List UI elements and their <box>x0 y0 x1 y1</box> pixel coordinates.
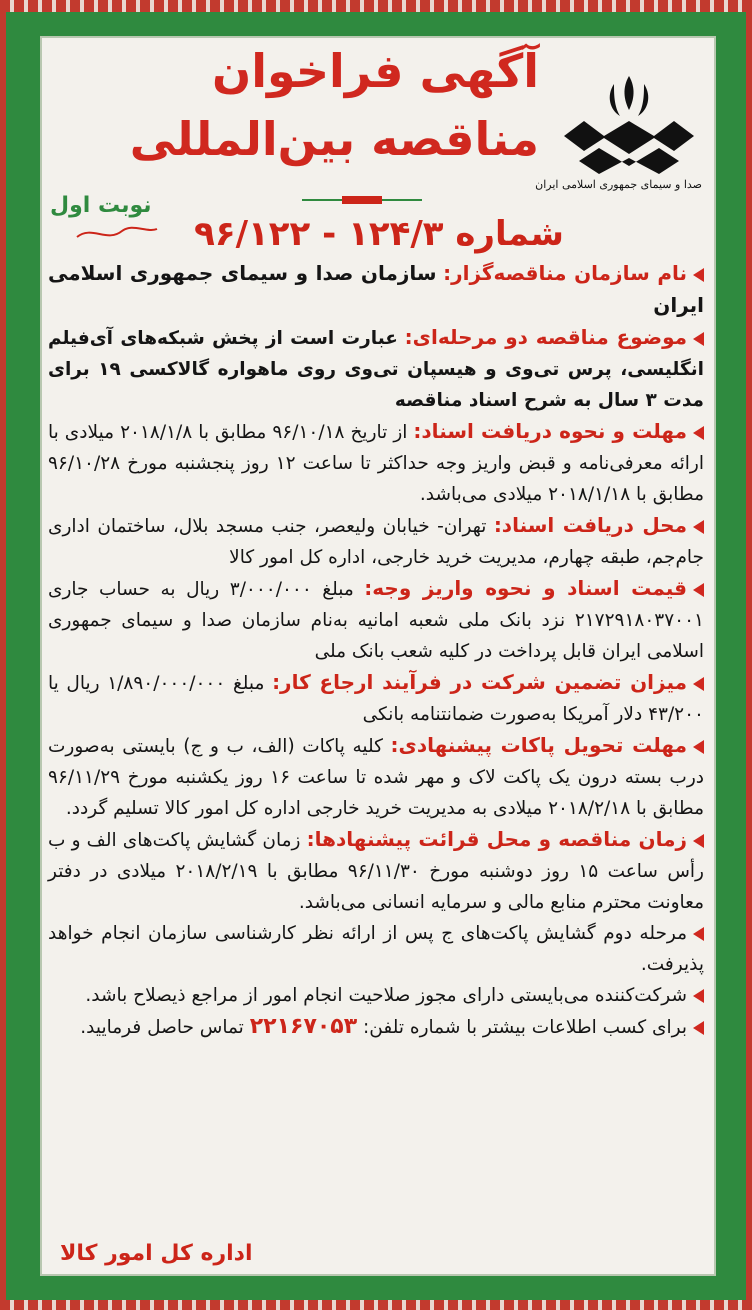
bullet-icon <box>693 834 704 848</box>
notice-body <box>42 258 714 1043</box>
deadline-text: از تاریخ ۹۶/۱۰/۱۸ مطابق با ۲۰۱۸/۱/۸ میلادی با ارائه معرفی‌نامه و قبض واریز وجه حداکثر تا ساعت ۱۲ روز پنجشنبه مورخ ۹۶/۱۰/۲۸ مطابق با ۲۰۱۸/۱/۱۸ میلادی می‌باشد. <box>48 422 704 505</box>
title-line-2: مناقصه بین‌المللی <box>129 112 539 166</box>
price-paragraph <box>48 573 704 667</box>
subject-label: موضوع مناقصه دو مرحله‌ای: <box>404 325 687 349</box>
bullet-icon <box>693 1021 704 1035</box>
guarantee-paragraph <box>48 667 704 730</box>
green-border <box>6 12 746 1300</box>
subject-paragraph <box>48 322 704 416</box>
deadline-label: مهلت و نحوه دریافت اسناد: <box>413 419 687 443</box>
location-paragraph <box>48 510 704 573</box>
price-label: قیمت اسناد و نحوه واریز وجه: <box>364 576 687 600</box>
org-paragraph <box>48 258 704 322</box>
delivery-label: مهلت تحویل پاکات پیشنهادی: <box>390 733 687 757</box>
bullet-icon <box>693 677 704 691</box>
notice-paper <box>40 36 716 1276</box>
ornament-icon <box>302 194 422 206</box>
signature: اداره کل امور کالا <box>60 1241 253 1266</box>
opening-paragraph <box>48 824 704 918</box>
note-2 <box>48 980 704 1011</box>
note-1-text: مرحله دوم گشایش پاکت‌های ج پس از ارائه نظر کارشناسی سازمان انجام خواهد پذیرفت. <box>48 923 704 975</box>
header <box>42 38 714 258</box>
bullet-icon <box>693 520 704 534</box>
irib-logo-icon <box>554 66 704 196</box>
bullet-icon <box>693 583 704 597</box>
org-label: نام سازمان مناقصه‌گزار: <box>443 261 688 285</box>
delivery-paragraph <box>48 730 704 824</box>
opening-text: زمان گشایش پاکت‌های الف و ب رأس ساعت ۱۵ روز دوشنبه مورخ ۹۶/۱۱/۳۰ مطابق با ۲۰۱۸/۲/۱۹ میلادی در دفتر معاونت محترم منابع مالی و سرمایه انسانی می‌باشد. <box>48 830 704 913</box>
logo-caption: صدا و سیمای جمهوری اسلامی ایران <box>535 178 702 191</box>
round-badge: نوبت اول <box>50 193 152 218</box>
price-text: مبلغ ۳/۰۰۰/۰۰۰ ریال به حساب جاری ۲۱۷۲۹۱۸۰۳۷۰۰۱ نزد بانک ملی شعبه امانیه به‌نام سازمان صدا و سیمای جمهوری اسلامی ایران قابل پرداخت در کلیه شعب بانک ملی <box>48 579 704 662</box>
bullet-icon <box>693 740 704 754</box>
bullet-icon <box>693 332 704 346</box>
subject-text: عبارت است از پخش شبکه‌های آی‌فیلم انگلیسی، پرس تی‌وی و هیسپان تی‌وی روی ماهواره گالاکسی ۱۹ برای مدت ۳ سال به شرح اسناد مناقصه <box>48 328 704 411</box>
contact-text: برای کسب اطلاعات بیشتر با شماره تلفن: <box>363 1017 687 1038</box>
contact-phone: ۲۲۱۶۷۰۵۳ <box>249 1014 358 1039</box>
bullet-icon <box>693 426 704 440</box>
note-1 <box>48 918 704 980</box>
bullet-icon <box>693 268 704 282</box>
delivery-text: کلیه پاکات (الف، ب و ج) بایستی به‌صورت درب بسته درون یک پاکت لاک و مهر شده تا ساعت ۱۶ روز یکشنبه مورخ ۹۶/۱۱/۲۹ مطابق با ۲۰۱۸/۲/۱۸ میلادی به مدیریت خرید خارجی اداره کل امور کالا تسلیم گردد. <box>48 736 704 819</box>
contact-suffix: تماس حاصل فرمایید. <box>80 1017 244 1038</box>
bullet-icon <box>693 927 704 941</box>
location-label: محل دریافت اسناد: <box>493 513 687 537</box>
note-2-text: شرکت‌کننده می‌بایستی دارای مجوز صلاحیت انجام امور از مراجع ذیصلاح باشد. <box>85 985 687 1006</box>
opening-label: زمان مناقصه و محل قرائت پیشنهادها: <box>306 827 687 851</box>
deadline-paragraph <box>48 416 704 510</box>
guarantee-label: میزان تضمین شرکت در فرآیند ارجاع کار: <box>272 670 687 694</box>
guarantee-text: مبلغ ۱/۸۹۰/۰۰۰/۰۰۰ ریال یا ۴۳/۲۰۰ دلار آمریکا به‌صورت ضمانتنامه بانکی <box>48 673 704 725</box>
title-line-1: آگهی فراخوان <box>212 44 539 98</box>
org-text: سازمان صدا و سیمای جمهوری اسلامی ایران <box>48 261 704 317</box>
location-text: تهران- خیابان ولیعصر، جنب مسجد بلال، ساختمان اداری جام‌جم، طبقه چهارم، مدیریت خرید خارجی، اداره کل امور کالا <box>48 516 704 568</box>
swirl-icon <box>72 223 162 243</box>
tender-number: شماره ۱۲۴/۳ - ۹۶/۱۲۲ <box>194 214 564 254</box>
bullet-icon <box>693 989 704 1003</box>
contact-paragraph <box>48 1011 704 1043</box>
